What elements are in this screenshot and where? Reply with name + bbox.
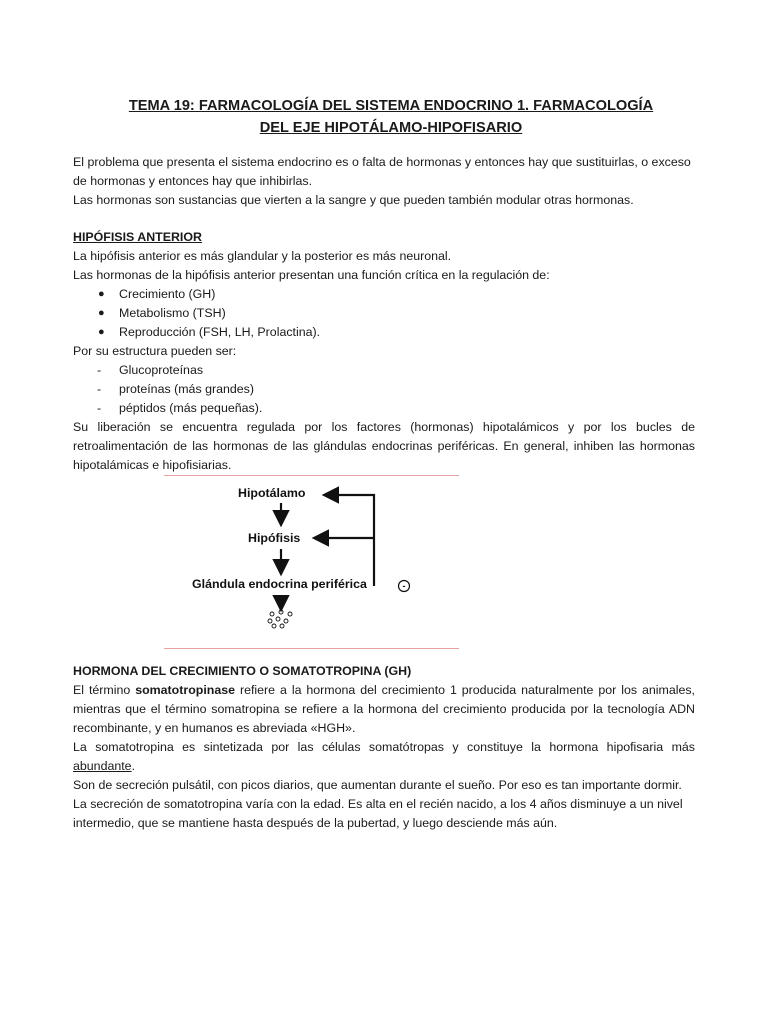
title-line-2: DEL EJE HIPOTÁLAMO-HIPOFISARIO [259, 120, 523, 136]
term-somatotropinase: somatotropinase [135, 683, 236, 697]
list-item: ● Crecimiento (GH) [73, 285, 320, 304]
list-item: ● Metabolismo (TSH) [73, 304, 320, 323]
section2-line-5: abundante. [73, 759, 136, 773]
release-line-1: Su liberación se encuentra regulada por los factores (hormonas) hipotalámicos y por los bucles de [73, 420, 695, 434]
intro-line-2: de hormonas y entonces hay que inhibirlas. [73, 174, 313, 188]
regulation-bullet-list [73, 285, 320, 342]
bullet-icon: ● [98, 307, 105, 319]
section-heading-hipofisis: HIPÓFISIS ANTERIOR [73, 230, 202, 244]
document-title [73, 95, 695, 139]
intro-line-1: El problema que presenta el sistema endocrino es o falta de hormonas y entonces hay que sustituirlas, o exceso [73, 155, 691, 169]
release-line-2: retroalimentación de las hormonas de las glándulas endocrinas periféricas. En general, inhiben las hormonas [73, 439, 695, 453]
release-paragraph [73, 418, 695, 475]
section1-line-2: Las hormonas de la hipófisis anterior presentan una función crítica en la regulación de: [73, 268, 550, 282]
structure-dash-list [73, 361, 262, 418]
section2-line-1: El término somatotropinase refiere a la hormona del crecimiento 1 producida naturalmente por los animales, [73, 683, 695, 697]
list-item: - Glucoproteínas [73, 361, 262, 380]
section-heading-somatotropina: HORMONA DEL CRECIMIENTO O SOMATOTROPINA (GH) [73, 664, 412, 678]
section2-line-6: Son de secreción pulsátil, con picos diarios, que aumentan durante el sueño. Por eso es tan importante dormir. [73, 778, 682, 792]
list-item: - proteínas (más grandes) [73, 380, 262, 399]
label-hipotalamo: Hipotálamo [238, 486, 306, 500]
release-line-3: hipotalámicas e hipofisiarias. [73, 458, 232, 472]
intro-paragraph-1 [73, 153, 695, 191]
section2-line-8: intermedio, que se mantiene hasta después de la pubertad, y luego desciende más aún. [73, 816, 558, 830]
dash-icon: - [97, 401, 102, 415]
intro-paragraph-2: Las hormonas son sustancias que vierten a la sangre y que pueden también modular otras hormonas. [73, 193, 634, 207]
section2-paragraph [73, 681, 695, 833]
bullet-icon: ● [98, 326, 105, 338]
section2-line-7: La secreción de somatotropina varía con la edad. Es alta en el recién nacido, a los 4 años disminuye a un nivel [73, 797, 683, 811]
feedback-loop-top [326, 495, 374, 586]
section1-line-1: La hipófisis anterior es más glandular y la posterior es más neuronal. [73, 249, 452, 263]
list-item: - péptidos (más pequeñas). [73, 399, 262, 418]
inhibition-sign-text: - [402, 581, 406, 591]
label-hipofisis: Hipófisis [248, 531, 301, 545]
title-line-1: TEMA 19: FARMACOLOGÍA DEL SISTEMA ENDOCRINO 1. FARMACOLOGÍA [128, 98, 654, 114]
section2-line-3: recombinante, y en humanos es abreviada «HGH». [73, 721, 356, 735]
section2-line-2: mientras que el término somatropina se refiere a la hormona del crecimiento producida por la tecnología ADN [73, 702, 695, 716]
hypothalamic-axis-diagram [164, 475, 459, 649]
list-item: ● Reproducción (FSH, LH, Prolactina). [73, 323, 320, 342]
diagram-arrows [164, 476, 459, 648]
dash-icon: - [97, 382, 102, 396]
hormone-dots-icon [268, 610, 292, 628]
structure-intro: Por su estructura pueden ser: [73, 344, 237, 358]
bullet-icon: ● [98, 288, 105, 300]
label-glandula-periferica: Glándula endocrina periférica [192, 577, 367, 591]
dash-icon: - [97, 363, 102, 377]
section2-line-4: La somatotropina es sintetizada por las células somatótropas y constituye la hormona hipofisaria más [73, 740, 695, 754]
